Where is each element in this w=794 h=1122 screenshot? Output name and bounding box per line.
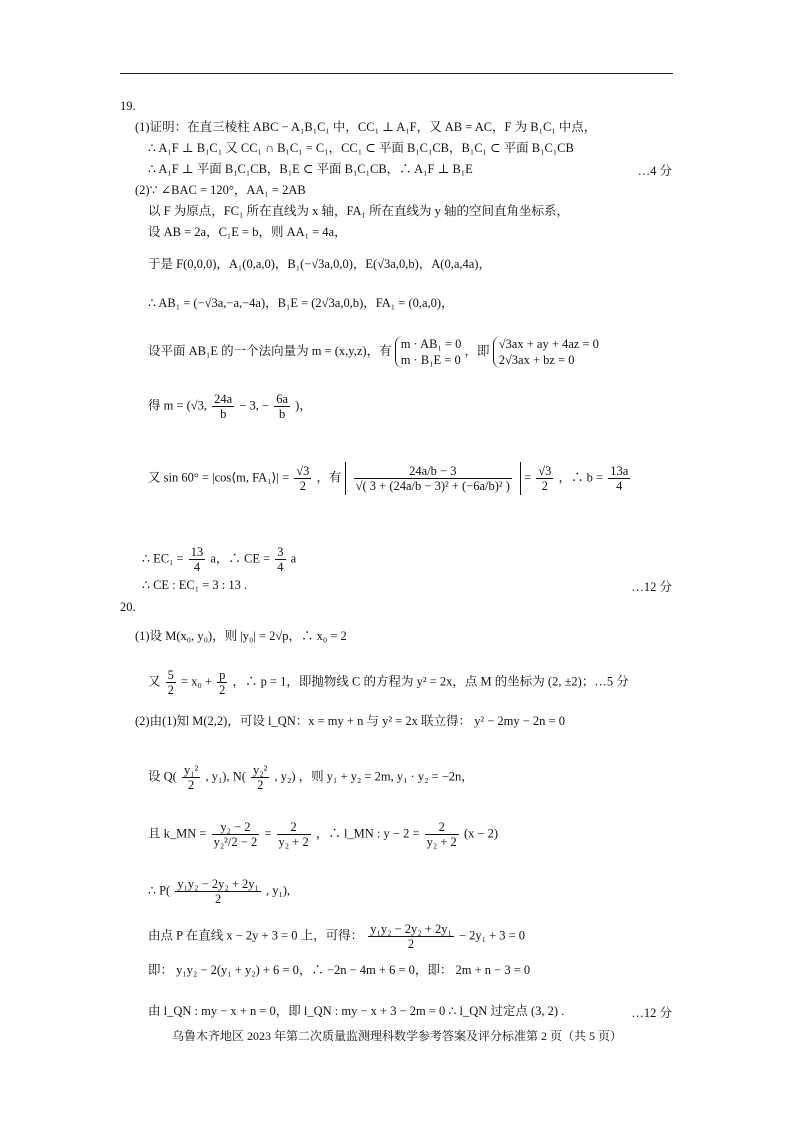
q19-system-2-eq-2: 2√3ax + bz = 0 [498,353,575,367]
q20-slope-line: 且 k_MN = $\frac{\text{y₂ − 2}}{\text{y₂²/2 − 2}}$ = $\frac{2}{\text{y₂ + 2}}$ ，∴ l_MN : y − 2 = $\frac{2}{\text{y₂ + 2}}$ (x − 2) [148,820,499,849]
q20-part1-line-2: 又 $\frac{5}{2}$ = x₀ + $\frac{p}{2}$ ，∴ p = 1，即抛物线 C 的方程为 y² = 2x，点 M 的坐标为 (2, ±2)；…5 分 [148,668,629,697]
q19-normal-vector-line [148,336,599,368]
q20-fraction-p-x: $\frac{\text{y₁y₂ − 2y₂ + 2y₁}}{2}$ [177,877,259,906]
page-footer: 乌鲁木齐地区 2023 年第二次质量监测理科数学参考答案及评分标准第 2 页（共 5 页） [171,1029,622,1043]
q19-fraction-13-4: $\frac{13}{4}$ [190,545,204,574]
q19-part2-line-3: 设 AB = 2a，C₁E = b，则 AA₁ = 4a， [148,225,347,239]
q19-proof-line-3: ∴ A₁F ⊥ 平面 B₁C₁CB，B₁E ⊂ 平面 B₁C₁CB，∴ A₁F ⊥ B₁E [148,162,473,176]
question-19-number: 19. [120,99,136,113]
q19-absolute-fraction: $\frac{24a/b - 3}{\text{√( 3 + (24a/b − 3)² + (−6a/b)² )}}$ [345,462,521,495]
q20-fraction-2-y2plus2-a: $\frac{2}{\text{y₂ + 2}}$ [278,820,309,849]
q19-score-4: …4 分 [637,164,672,178]
q20-point-p-line: ∴ P( $\frac{\text{y₁y₂ − 2y₂ + 2y₁}}{2}$ , y₁), [148,877,291,906]
q19-fraction-3-4: $\frac{3}{4}$ [277,545,284,574]
q20-fraction-p-2: $\frac{p}{2}$ [219,668,226,697]
q19-normal-mid-text: ，即 [464,343,490,358]
q20-fraction-substitute: $\frac{\text{y₁y₂ − 2y₂ + 2y₁}}{2}$ [370,922,452,951]
q19-ratio-line: ∴ CE : EC₁ = 3 : 13 . [142,578,248,592]
q19-part2-line-1: (2)∵ ∠BAC = 120°，AA₁ = 2AB [135,183,306,197]
q19-ec1-line: ∴ EC₁ = $\frac{13}{4}$ a，∴ CE = $\frac{3}{4}$ a [142,545,297,574]
q19-system-1 [395,336,462,368]
q19-b-result-text: ，∴ b = [558,470,604,485]
q19-vectors-line: ∴ AB₁ = (−√3a,−a,−4a)，B₁E = (2√3a,0,b)，FA₁ = (0,a,0)， [148,296,454,310]
q19-system-2-eq-1: √3ax + ay + 4az = 0 [498,337,599,351]
q20-points-line: 设 Q( $\frac{\text{y₁²}}{2}$ , y₁), N( $\frac{\text{y₂²}}{2}$ , y₂) ，则 y₁ + y₂ = 2m, y₁ · y₂ = −2n， [148,763,474,792]
header-rule [120,73,673,74]
q19-fraction-24a-b: $\frac{24a}{b}$ [214,392,233,421]
q20-fraction-slope: $\frac{\text{y₂ − 2}}{\text{y₂²/2 − 2}}$ [213,820,258,849]
q19-sin60-equals: = [524,470,532,485]
q19-sin60-mid: ，有 [316,470,342,485]
q19-proof-line-1: (1)证明：在直三棱柱 ABC − A₁B₁C₁ 中，CC₁ ⊥ A₁F，又 AB = AC，F 为 B₁C₁ 中点， [135,120,597,134]
q19-fraction-13a-4: $\frac{13a}{4}$ [610,464,629,493]
question-20-number: 20. [120,600,136,614]
q20-fixed-point-line: 由 l_QN : my − x + n = 0，即 l_QN : my − x + 3 − 2m = 0 ∴ l_QN 过定点 (3, 2) . [148,1004,565,1018]
q19-sin60-text: 又 sin 60° = |cos⟨m, FA₁⟩| = [148,470,290,485]
q20-fraction-5-2: $\frac{5}{2}$ [167,668,174,697]
q19-system-1-eq-2: m · B₁E = 0 [400,353,461,367]
q19-system-1-eq-1: m · AB₁ = 0 [400,337,462,351]
q20-part1-line-1: (1)设 M(x₀, y₀)，则 |y₀| = 2√p，∴ x₀ = 2 [135,629,347,643]
q20-score-12: …12 分 [631,1006,672,1020]
q19-result-mid: − 3, − [239,398,270,413]
q20-equation-line: 即： y₁y₂ − 2(y₁ + y₂) + 6 = 0，∴ −2n − 4m + 6 = 0，即： 2m + n − 3 = 0 [148,963,531,977]
q19-fraction-6a-b: $\frac{6a}{b}$ [276,392,289,421]
q19-result-pre: 得 m = (√3, [148,398,208,413]
q19-sin60-line [148,462,632,495]
q20-fraction-2-y2plus2-b: $\frac{2}{\text{y₂ + 2}}$ [426,820,457,849]
q19-normal-result-line [148,392,312,421]
q20-fraction-y1sq-2: $\frac{\text{y₁²}}{2}$ [183,763,199,792]
q19-system-2 [493,336,599,368]
q19-score-12: …12 分 [631,580,672,594]
q20-fraction-y2sq-2: $\frac{\text{y₂²}}{2}$ [253,763,268,792]
q19-result-post: )， [295,398,312,413]
q19-fraction-sqrt3-2-b: $\frac{√3}{2}$ [538,464,552,493]
q19-proof-line-2: ∴ A₁F ⊥ B₁C₁ 又 CC₁ ∩ B₁C₁ = C₁，CC₁ ⊂ 平面 B₁C₁CB，B₁C₁ ⊂ 平面 B₁C₁CB [148,141,574,155]
q19-fraction-sqrt3-2-a: $\frac{√3}{2}$ [296,464,310,493]
q19-coordinates-line: 于是 F(0,0,0)，A₁(0,a,0)，B₁(−√3a,0,0)，E(√3a,0,b)，A(0,a,4a)， [148,257,491,271]
q20-part2-line-1: (2)由(1)知 M(2,2)，可设 l_QN：x = my + n 与 y² = 2x 联立得： y² − 2my − 2n = 0 [135,714,565,728]
q19-normal-text: 设平面 AB₁E 的一个法向量为 m = (x,y,z)，有 [148,343,392,358]
q20-substitute-line: 由点 P 在直线 x − 2y + 3 = 0 上，可得： $\frac{\text{y₁y₂ − 2y₂ + 2y₁}}{2}$ − 2y₁ + 3 = 0 [148,922,526,951]
q19-part2-line-2: 以 F 为原点，FC₁ 所在直线为 x 轴，FA₁ 所在直线为 y 轴的空间直角坐标系， [148,204,570,218]
